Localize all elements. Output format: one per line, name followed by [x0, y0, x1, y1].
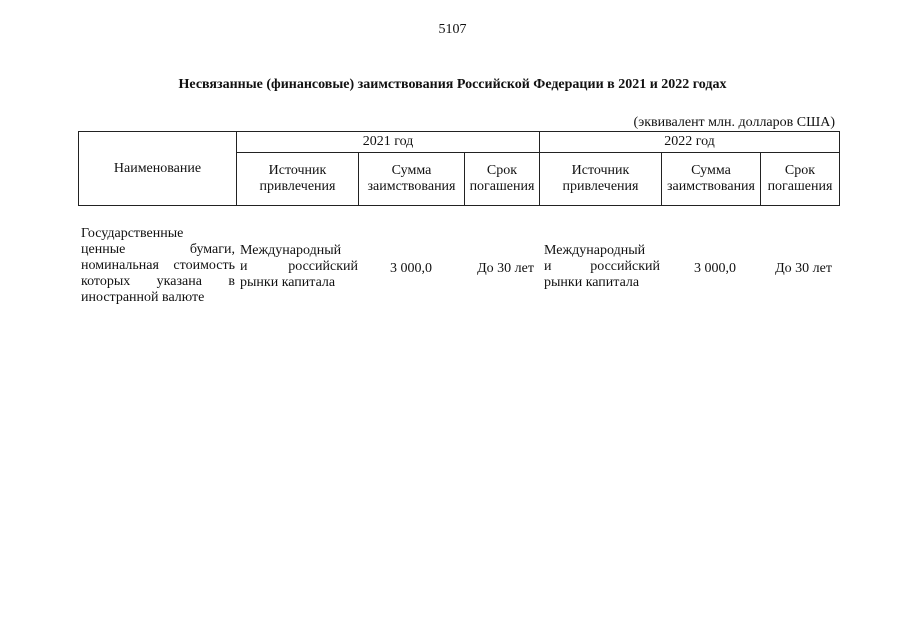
row-amount-2021: 3 000,0	[390, 261, 432, 276]
column-header-2021: 2021 год	[237, 132, 540, 153]
row-name: Государственные ценные бумаги, номинальная стоимость которых указана в иностранной валюте	[81, 226, 235, 305]
row-source-2022: Международный и российский рынки капитала	[544, 243, 660, 290]
column-header-name: Наименование	[79, 132, 237, 206]
subheader-amount-2022: Сумма заимствования	[662, 153, 761, 206]
column-header-2022: 2022 год	[540, 132, 840, 153]
page-number: 5107	[438, 22, 467, 37]
units-note: (эквивалент млн. долларов США)	[633, 115, 835, 130]
row-term-2021: До 30 лет	[477, 261, 534, 276]
subheader-term-2022: Срок погашения	[761, 153, 840, 206]
table-header	[78, 131, 840, 206]
subheader-term-2021: Срок погашения	[465, 153, 540, 206]
row-amount-2022: 3 000,0	[694, 261, 736, 276]
document-title: Несвязанные (финансовые) заимствования Российской Федерации в 2021 и 2022 годах	[178, 77, 727, 92]
subheader-amount-2021: Сумма заимствования	[359, 153, 465, 206]
subheader-source-2021: Источник привлечения	[237, 153, 359, 206]
row-term-2022: До 30 лет	[775, 261, 832, 276]
row-source-2021: Международный и российский рынки капитала	[240, 243, 358, 290]
subheader-source-2022: Источник привлечения	[540, 153, 662, 206]
